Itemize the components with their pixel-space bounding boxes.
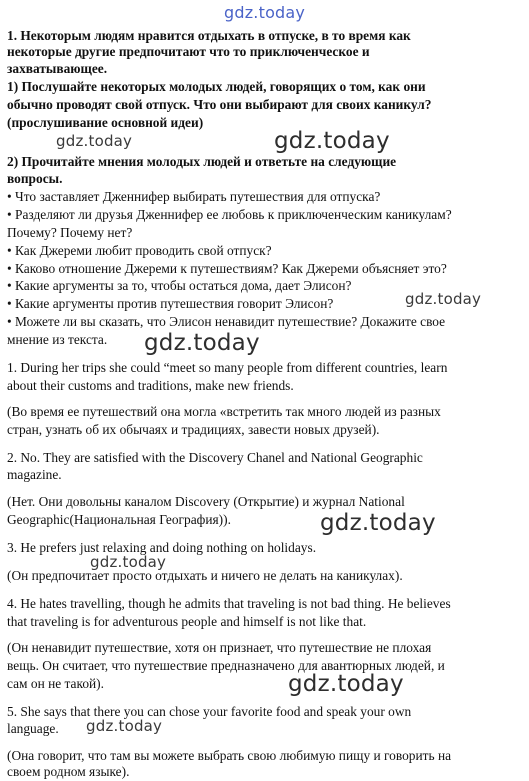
- question-line: • Можете ли вы сказать, что Элисон ненавидит путешествие? Докажите свое: [7, 314, 446, 329]
- answer-5-en: language.: [7, 721, 59, 736]
- question-line: мнение из текста.: [7, 332, 108, 347]
- watermark-text: gdz.today: [144, 330, 260, 356]
- answer-1-en: 1. During her trips she could “meet so many people from different countries, learn: [7, 360, 448, 375]
- answer-2-ru: (Нет. Они довольны каналом Discovery (Открытие) и журнал National: [7, 494, 405, 509]
- answer-2-en: magazine.: [7, 467, 62, 482]
- question-line: • Каково отношение Джереми к путешествиям? Как Джереми объясняет это?: [7, 261, 447, 276]
- subtask-1-line: обычно проводят свой отпуск. Что они выбирают для своих каникул?: [7, 97, 432, 112]
- question-line: • Как Джереми любит проводить свой отпуск?: [7, 243, 272, 258]
- question-line: Почему? Почему нет?: [7, 225, 133, 240]
- watermark-text: gdz.today: [288, 671, 404, 697]
- answer-2-en: 2. No. They are satisfied with the Discovery Chanel and National Geographic: [7, 450, 423, 465]
- answer-3-ru: (Он предпочитает просто отдыхать и ничего не делать на каникулах).: [7, 568, 403, 583]
- watermark-text: gdz.today: [86, 717, 163, 735]
- answer-5-en: 5. She says that there you can chose your favorite food and speak your own: [7, 704, 412, 719]
- subtask-1-line: (прослушивание основной идеи): [7, 115, 204, 130]
- answer-4-en: 4. He hates travelling, though he admits that traveling is not bad thing. He believes: [7, 596, 451, 611]
- answer-1-en: about their customs and traditions, make new friends.: [7, 378, 294, 393]
- watermark-text: gdz.today: [274, 128, 390, 154]
- answer-4-ru: вещь. Он считает, что путешествие предназначено для авантюрных людей, и: [7, 658, 445, 673]
- watermark-text: gdz.today: [405, 290, 482, 308]
- answer-5-ru: своем родном языке).: [7, 764, 130, 779]
- answer-1-ru: стран, узнать об их обычаях и традициях, завести новых друзей).: [7, 422, 380, 437]
- answer-2-ru: Geographic(Национальная География)).: [7, 512, 231, 527]
- task-heading-line: некоторые другие предпочитают что то приключенческое и: [7, 44, 370, 59]
- answer-5-ru: (Она говорит, что там вы можете выбрать свою любимую пищу и говорить на: [7, 748, 452, 763]
- question-line: • Что заставляет Дженнифер выбирать путешествия для отпуска?: [7, 189, 381, 204]
- watermark-text: gdz.today: [90, 553, 167, 571]
- task-heading-line: 1. Некоторым людям нравится отдыхать в отпуске, в то время как: [7, 28, 411, 43]
- watermark-text: gdz.today: [320, 510, 436, 536]
- subtask-2-line: вопросы.: [7, 171, 63, 186]
- task-heading-line: захватывающее.: [7, 61, 108, 76]
- answer-4-ru: сам он не такой).: [7, 676, 104, 691]
- answer-4-ru: (Он ненавидит путешествие, хотя он признает, что путешествие не плохая: [7, 640, 432, 655]
- answer-1-ru: (Во время ее путешествий она могла «встретить так много людей из разных: [7, 404, 441, 419]
- question-line: • Разделяют ли друзья Дженнифер ее любовь к приключенческим каникулам?: [7, 207, 452, 222]
- subtask-1-line: 1) Послушайте некоторых молодых людей, говорящих о том, как они: [7, 79, 426, 94]
- watermark-text: gdz.today: [56, 132, 133, 150]
- answer-3-en: 3. He prefers just relaxing and doing nothing on holidays.: [7, 540, 317, 555]
- answer-4-en: that traveling is for adventurous people and himself is not like that.: [7, 614, 367, 629]
- site-watermark-top: gdz.today: [224, 3, 306, 22]
- question-line: • Какие аргументы против путешествия говорит Элисон?: [7, 296, 334, 311]
- question-line: • Какие аргументы за то, чтобы остаться дома, дает Элисон?: [7, 278, 352, 293]
- subtask-2-line: 2) Прочитайте мнения молодых людей и ответьте на следующие: [7, 154, 397, 169]
